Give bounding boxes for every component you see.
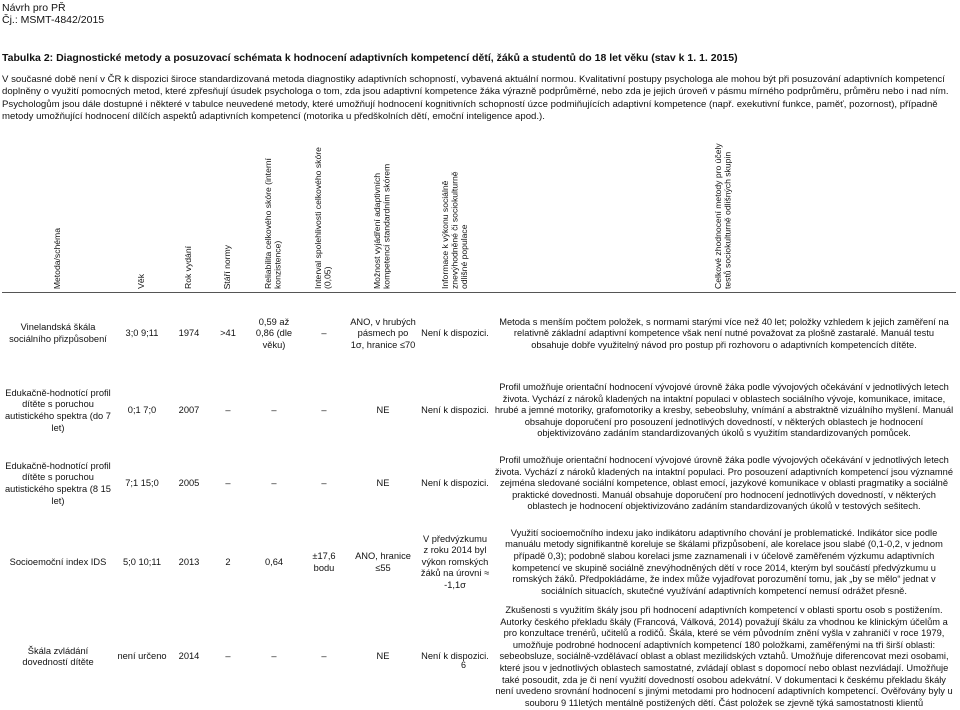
cell-method: Vinelandská škála sociálního přizpůsobení (9, 322, 107, 344)
col-header-age: Věk (114, 142, 170, 293)
cell-reliability: – (271, 651, 277, 662)
cell-norm-age: 2 (225, 556, 231, 567)
cell-method: Škála zvládání dovedností dítěte (22, 645, 94, 668)
cell-evaluation: Metoda s menším počtem položek, s normami starými více než 40 let; položky vzhledem k jejich zaměření na relativně základní adaptivní kompetence však není nutné považovat za plošně zastaralé. Manuál testu obsahuje dobře využitelný návod pro postup při rozhovoru o adaptivních kompetencích dítěte. (499, 316, 949, 350)
cell-standard: NE (376, 405, 390, 416)
cell-age: 7;1 15;0 (125, 478, 159, 489)
col-header-sociocultural: Informace k výkonu sociálně znevýhodněné či sociokulturně odlišné populace (418, 142, 492, 293)
table-row (2, 447, 956, 521)
col-header-standard-score: Možnost vyjádření adaptivních kompetencí standardním skórem (348, 142, 418, 293)
cell-norm-age: – (225, 405, 231, 416)
col-header-confidence-interval: Interval spolehlivosti celkového skóre (0,05) (300, 142, 348, 293)
cell-standard: NE (376, 478, 390, 489)
cell-sociocultural: Není k dispozici. (421, 328, 489, 339)
methods-table (2, 142, 956, 710)
cell-evaluation: Využití socioemočního indexu jako indikátoru adaptivního chování je problematické. Indikátor sice podle manuálu metody signifikantně koreluje se škálami přizpůsobení, ale korelace jsou slabé (0,1-0,2, v jednom případě 0,3); podobně slabou korelaci jsme zaznamenali i v účelově zaměřeném výzkumu adaptivních kompetencí ve skupině sociálně znevýhodněných dětí v roce 2014, kterým byl součástí předvýzkumu u romských žáků. Předpokládáme, že index může vyjadřovat porozumění tomu, jak „by se mělo“ jednat v sociálních situacích, skutečné využívání adaptivních kompetencí nemusí odrážet přesně. (505, 527, 943, 596)
cell-ci: – (321, 328, 327, 339)
header-line-1: Návrh pro PŘ (2, 2, 66, 14)
intro-paragraph (2, 74, 956, 124)
cell-standard: NE (376, 651, 390, 662)
cell-age: 5;0 10;11 (122, 556, 162, 567)
cell-age: není určeno (117, 651, 167, 662)
page-header (2, 2, 104, 26)
cell-ci: – (321, 478, 327, 489)
cell-year: 1974 (178, 328, 200, 339)
table-caption: Tabulka 2: Diagnostické metody a posuzovací schémata k hodnocení adaptivních kompetencí dětí, žáků a studentů do 18 let věku (stav k 1. 1. 2015) (2, 52, 738, 64)
cell-standard: ANO, v hrubých pásmech po 1σ, hranice ≤70 (350, 316, 416, 350)
cell-ci: ±17,6 bodu (312, 550, 336, 573)
cell-reliability: – (271, 478, 277, 489)
cell-reliability: – (271, 405, 277, 416)
cell-year: 2013 (178, 556, 200, 567)
cell-sociocultural: V předvýzkumu z roku 2014 byl výkon romských žáků na úrovni ≈ -1,1σ (420, 533, 490, 590)
cell-norm-age: – (225, 478, 231, 489)
cell-year: 2005 (178, 478, 200, 489)
page-number: 6 (461, 660, 467, 670)
cell-reliability: 0,64 (264, 556, 284, 567)
table-row (2, 521, 956, 604)
col-header-evaluation: Celkové zhodnocení metody pro účely testů sociokulturně odlišných skupin (492, 142, 956, 293)
table-row (2, 293, 956, 376)
cell-evaluation: Profil umožňuje orientační hodnocení vývojové úrovně žáka podle vývojových očekávání v jednotlivých letech života. Vychází z nároků kladených na intaktní populaci. Pro posouzení adaptivních kompetencí jsou významné zejména sledované sociální kompetence, oblast emocí, jazykové komunikace v oblasti pragmatiky a sociálně praktické dovednosti. Manuál obsahuje doporučení pro hodnocení jednotlivých dovedností, v některých oblastech je hodnocení objektivizováno zadáním standardizovaných úkolů v testových sešitech. (494, 455, 954, 512)
table-row (2, 604, 956, 710)
cell-sociocultural: Není k dispozici. (421, 478, 489, 489)
cell-age: 0;1 7;0 (127, 405, 157, 416)
col-header-year: Rok vydání (170, 142, 208, 293)
col-header-norm-age: Stáří normy (208, 142, 248, 293)
cell-year: 2007 (178, 405, 200, 416)
cell-norm-age: >41 (220, 328, 236, 339)
table-row (2, 375, 956, 447)
cell-year: 2014 (178, 651, 200, 662)
cell-evaluation: Zkušenosti s využitím škály jsou při hodnocení adaptivních kompetencí v oblasti sportu osob s postižením. Autorky českého překladu škály (Francová, Válková, 2014) považují škálu za vhodnou ke klinickým účelům a pro konzultace trenérů, učitelů a rodičů. Škála, které se vém původním znění vyšla v zahraničí v roce 1979, umožňuje podrobné hodnocení adaptivních kompetencí 180 položkami, zaměřenými na tři širší oblasti: sebeobsluze, sociálně-vzdělávací oblast a oblast mezilidských vztahů. Umožňuje diferencovat mezi osobami, které jsou v jednotlivých oblastech samostatné, zvládají oblast s dopomocí nebo oblast nezvládají. Umožňuje také posoudit, zda je či není využití dovedností osobou adekvátní. V dokumentaci k českému překladu škály není uvedeno srovnání hodnocení s jinými metodami pro hodnocení adaptivních kompetencí. Ověřovány byly u souboru 9 11letých mentálně postižených dětí. Část položek se zjevně týká samostatnosti klientů (495, 605, 953, 708)
cell-sociocultural: Není k dispozici. (421, 651, 489, 662)
cell-sociocultural: Není k dispozici. (421, 405, 489, 416)
cell-ci: – (321, 405, 327, 416)
header-line-2: Čj.: MSMT-4842/2015 (2, 14, 105, 26)
col-header-reliability: Reliabilita celkového skóre (interní konzistence) (248, 142, 300, 293)
cell-method: Socioemoční index IDS (9, 556, 107, 567)
cell-ci: – (321, 651, 327, 662)
cell-age: 3;0 9;11 (125, 328, 159, 339)
cell-reliability: 0,59 až 0,86 (dle věku) (255, 316, 293, 350)
cell-evaluation: Profil umožňuje orientační hodnocení vývojové úrovně žáka podle vývojových očekávání v jednotlivých letech života. Vychází z nároků kladených na intaktní populaci v oblastech sociálního vývoje, komunikace, imitace, hrubé a jemné motoriky, grafomotoriky a kresby, sebeobsluhy, vnímání a abstraktně vizuálního myšlení. Manuál obsahuje doporučení pro posouzení jednotlivých dovedností, v některých oblastech je hodnocení objektivizováno zadáním standardizovaných úkolů s využitím standardizovaných pomůcek. (494, 382, 954, 439)
col-header-method: Metoda/schéma (2, 142, 114, 293)
cell-standard: ANO, hranice ≤55 (355, 550, 411, 573)
cell-method: Edukačně-hodnotící profil dítěte s poruchou autistického spektra (do 7 let) (5, 387, 111, 433)
cell-norm-age: – (225, 651, 231, 662)
intro-text: V současné době není v ČR k dispozici široce standardizovaná metoda diagnostiky adaptivních schopností, vybavená aktuální normou. Kvalitativní postupy psychologa ale mohou být při posuzování adaptivních kompetencí doplněny o využití pomocných metod, které zpřesňují úsudek psychologa o tom, zda jsou adaptivní kompetence žáka výrazně podprůměrné, nebo zda je jejich úroveň v pásmu mírného podprůměru, průměru nebo i nad ním. Psychologům jsou dále dostupné i některé v tabulce neuvedené metody, které umožňují hodnocení kognitivních schopností úzce podmiňujících adaptivní kompetence (např. exekutivní funkce, paměť, pozornost), případně metody umožňující hodnocení dílčích aspektů adaptivních kompetencí (motorika u předškolních dětí, emoční inteligence apod.). (2, 74, 949, 123)
table-header-row (2, 142, 956, 293)
cell-method: Edukačně-hodnotící profil dítěte s poruchou autistického spektra (8 15 let) (5, 460, 111, 506)
